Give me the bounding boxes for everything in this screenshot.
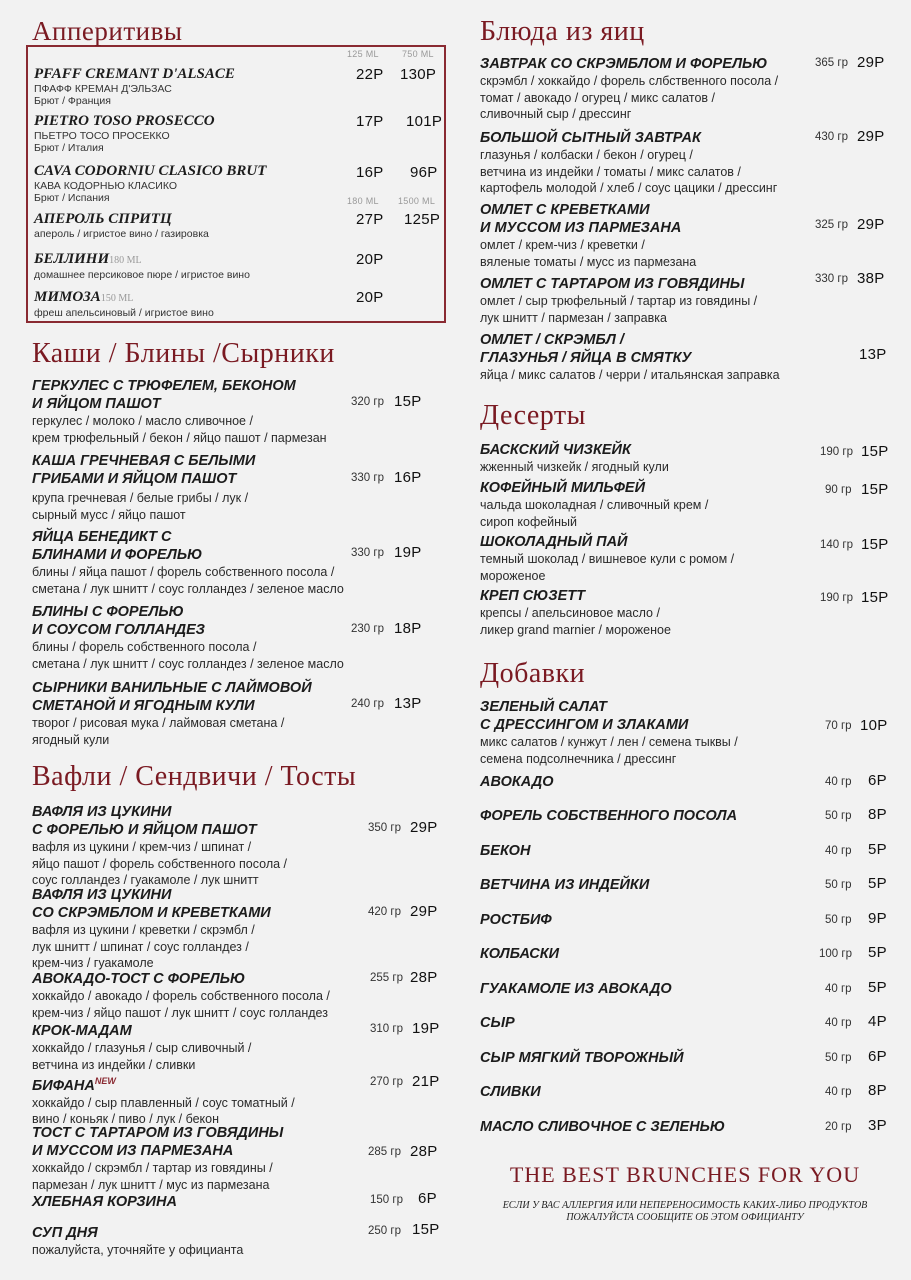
section-title-desserts: Десерты [480, 400, 586, 431]
item-description: хоккайдо / сыр плавленный / соус томатный / [32, 1095, 295, 1110]
item-subtitle: Брют / Испания [34, 192, 110, 204]
item-subtitle: фреш апельсиновый / игристое вино [34, 307, 214, 319]
menu-item [480, 201, 890, 270]
volume-header: 1500 ML [398, 196, 436, 206]
item-name: ВЕТЧИНА ИЗ ИНДЕЙКИ [480, 877, 650, 893]
item-name: СО СКРЭМБЛОМ И КРЕВЕТКАМИ [32, 905, 271, 921]
item-name: И МУССОМ ИЗ ПАРМЕЗАНА [480, 220, 682, 236]
menu-item [32, 1124, 452, 1193]
item-name: И СОУСОМ ГОЛЛАНДЕЗ [32, 622, 205, 638]
item-description: крем-чиз / яйцо пашот / лук шнитт / соус голландез [32, 1005, 328, 1020]
item-name: ХЛЕБНАЯ КОРЗИНА [32, 1194, 177, 1210]
item-name: ОМЛЕТ / СКРЭМБЛ / [480, 332, 624, 348]
item-weight: 70 гр [825, 720, 852, 732]
item-weight: 150 гр [370, 1194, 403, 1206]
item-weight: 50 гр [825, 810, 852, 822]
item-description: омлет / крем-чиз / креветки / [480, 238, 645, 252]
item-description: ликер grand marnier / мороженое [480, 622, 671, 637]
item-description: вино / коньяк / пиво / лук / бекон [32, 1112, 220, 1127]
item-name: ГЛАЗУНЬЯ / ЯЙЦА В СМЯТКУ [480, 350, 692, 366]
item-price: 29Р [410, 903, 438, 920]
item-name: КОФЕЙНЫЙ МИЛЬФЕЙ [480, 480, 646, 496]
item-name: С ДРЕССИНГОМ И ЗЛАКАМИ [480, 717, 689, 733]
item-weight: 50 гр [825, 914, 852, 926]
menu-item [32, 377, 452, 446]
item-name: РОСТБИФ [480, 912, 552, 928]
item-weight: 310 гр [370, 1023, 403, 1035]
item-price: 6Р [868, 772, 887, 789]
item-weight: 230 гр [351, 623, 384, 635]
menu-item [480, 331, 890, 384]
item-weight: 50 гр [825, 879, 852, 891]
item-name: КАША ГРЕЧНЕВАЯ С БЕЛЫМИ [32, 453, 256, 469]
item-name: БОЛЬШОЙ СЫТНЫЙ ЗАВТРАК [480, 130, 701, 146]
section-title-extras: Добавки [480, 658, 586, 689]
item-name: АВОКАДО [480, 774, 554, 790]
item-description: пожалуйста, уточняйте у официанта [32, 1243, 244, 1257]
item-description: сметана / лук шнитт / соус голландез / зеленое масло [32, 581, 344, 596]
item-name: ШОКОЛАДНЫЙ ПАЙ [480, 534, 628, 550]
item-price: 29Р [410, 819, 438, 836]
item-name: С ФОРЕЛЬЮ И ЯЙЦОМ ПАШОТ [32, 822, 257, 838]
item-price: 15Р [861, 443, 889, 460]
item-price: 8Р [868, 806, 887, 823]
item-weight: 420 гр [368, 906, 401, 918]
item-price: 10Р [860, 717, 888, 734]
item-price: 5Р [868, 875, 887, 892]
item-price: 15Р [861, 589, 889, 606]
item-description: темный шоколад / вишневое кули с ромом / [480, 552, 735, 566]
item-name: ВАФЛЯ ИЗ ЦУКИНИ [32, 887, 172, 903]
item-description: сироп кофейный [480, 514, 578, 529]
item-weight: 90 гр [825, 484, 852, 496]
item-description: крем-чиз / гуакамоле [32, 956, 154, 970]
item-name: БЛИНЫ С ФОРЕЛЬЮ [32, 604, 184, 620]
menu-item [480, 698, 890, 767]
item-price: 3Р [868, 1117, 887, 1134]
item-description: пармезан / лук шнитт / мус из пармезана [32, 1177, 270, 1192]
item-subtitle: ПФАФФ КРЕМАН Д'ЭЛЬЗАС [34, 83, 172, 95]
item-price: 5Р [868, 979, 887, 996]
item-name: БЕКОН [480, 843, 531, 859]
item-price: 20Р [356, 251, 384, 268]
item-description: яйца / микс салатов / черри / итальянская заправка [480, 368, 780, 382]
item-subtitle: ПЬЕТРО ТОСО ПРОСЕККО [34, 130, 170, 142]
item-name: ОМЛЕТ С ТАРТАРОМ ИЗ ГОВЯДИНЫ [480, 276, 745, 292]
item-description: мороженое [480, 568, 546, 583]
item-name: ЗАВТРАК СО СКРЭМБЛОМ И ФОРЕЛЬЮ [480, 56, 768, 72]
item-weight: 40 гр [825, 776, 852, 788]
item-name: И ЯЙЦОМ ПАШОТ [32, 396, 161, 412]
item-name: МИМОЗА [34, 289, 101, 305]
item-description: хоккайдо / глазунья / сыр сливочный / [32, 1041, 252, 1055]
item-name: КОЛБАСКИ [480, 946, 560, 962]
item-weight: 330 гр [351, 547, 384, 559]
item-description: вяленые томаты / мусс из пармезана [480, 254, 697, 269]
item-weight: 40 гр [825, 1086, 852, 1098]
new-badge: NEW [94, 1076, 116, 1086]
item-description: творог / рисовая мука / лаймовая сметана / [32, 716, 285, 730]
menu-item [32, 679, 452, 748]
item-weight: 250 гр [368, 1225, 401, 1237]
item-name: CAVA CODORNIU CLASICO BRUT [34, 163, 267, 179]
item-name: ОМЛЕТ С КРЕВЕТКАМИ [480, 202, 650, 218]
item-name: СЫР МЯГКИЙ ТВОРОЖНЫЙ [480, 1050, 684, 1066]
item-price: 28Р [410, 1143, 438, 1160]
item-price: 27Р [356, 211, 384, 228]
allergy-note [480, 1200, 890, 1224]
item-weight: 255 гр [370, 972, 403, 984]
item-description: картофель молодой / хлеб / соус цацики / дрессинг [480, 181, 778, 195]
item-price: 13Р [394, 695, 422, 712]
item-name: ГРИБАМИ И ЯЙЦОМ ПАШОТ [32, 471, 237, 487]
item-description: крепсы / апельсиновое масло / [480, 606, 660, 620]
volume-header: 750 ML [402, 49, 434, 59]
item-name: БАСКСКИЙ ЧИЗКЕЙК [480, 442, 631, 458]
item-description: глазунья / колбаски / бекон / огурец / [480, 148, 693, 162]
item-weight: 325 гр [815, 219, 848, 231]
item-price: 101Р [406, 113, 443, 130]
menu-item [32, 452, 452, 523]
item-description: хоккайдо / авокадо / форель собственного посола / [32, 989, 330, 1003]
item-name: СЫР [480, 1015, 515, 1031]
item-price: 8Р [868, 1082, 887, 1099]
item-price: 29Р [857, 54, 885, 71]
item-description: лук шнитт / шпинат / соус голландез / [32, 939, 249, 954]
item-description: хоккайдо / скрэмбл / тартар из говядины / [32, 1161, 273, 1175]
item-weight: 330 гр [351, 472, 384, 484]
item-weight: 285 гр [368, 1146, 401, 1158]
item-name: БЛИНАМИ И ФОРЕЛЬЮ [32, 547, 203, 563]
item-subtitle: апероль / игристое вино / газировка [34, 228, 209, 240]
section-title-porridge: Каши / Блины /Сырники [32, 338, 335, 369]
item-name: СЫРНИКИ ВАНИЛЬНЫЕ С ЛАЙМОВОЙ [32, 680, 312, 696]
item-description: сливочный сыр / дрессинг [480, 107, 632, 121]
item-subtitle: Брют / Италия [34, 142, 104, 154]
item-description: ветчина из индейки / сливки [32, 1057, 196, 1072]
item-weight: 40 гр [825, 845, 852, 857]
item-price: 16Р [356, 164, 384, 181]
section-title-eggs: Блюда из яиц [480, 16, 645, 47]
item-description: блины / форель собственного посола / [32, 640, 257, 654]
item-description: сметана / лук шнитт / соус голландез / зеленое масло [32, 656, 344, 671]
item-weight: 365 гр [815, 57, 848, 69]
item-weight: 190 гр [820, 446, 853, 458]
item-price: 96Р [410, 164, 438, 181]
item-weight: 100 гр [819, 948, 852, 960]
item-price: 4Р [868, 1013, 887, 1030]
item-weight: 190 гр [820, 592, 853, 604]
item-name: ЗЕЛЕНЫЙ САЛАТ [480, 699, 607, 715]
item-description: микс салатов / кунжут / лен / семена тыквы / [480, 735, 738, 749]
item-volume: 180 ML [109, 255, 142, 266]
item-description: вафля из цукини / креветки / скрэмбл / [32, 923, 255, 937]
item-price: 125Р [404, 211, 441, 228]
item-price: 38Р [857, 270, 885, 287]
item-name: PFAFF CREMANT D'ALSACE [34, 66, 235, 82]
item-price: 20Р [356, 289, 384, 306]
item-name: PIETRO TOSO PROSECCO [34, 113, 215, 129]
item-price: 5Р [868, 841, 887, 858]
item-price: 15Р [412, 1221, 440, 1238]
item-weight: 20 гр [825, 1121, 852, 1133]
item-name: ГЕРКУЛЕС С ТРЮФЕЛЕМ, БЕКОНОМ [32, 378, 296, 394]
item-name: МАСЛО СЛИВОЧНОЕ С ЗЕЛЕНЬЮ [480, 1119, 726, 1135]
item-price: 13Р [859, 346, 887, 363]
item-description: жженный чизкейк / ягодный кули [480, 460, 669, 474]
item-price: 15Р [861, 536, 889, 553]
item-price: 29Р [857, 216, 885, 233]
item-description: скрэмбл / хоккайдо / форель слбственного посола / [480, 74, 779, 88]
item-name: АПЕРОЛЬ СПРИТЦ [34, 211, 172, 227]
item-price: 18Р [394, 620, 422, 637]
item-name: БИФАНА [32, 1077, 95, 1094]
item-description: блины / яйца пашот / форель собственного посола / [32, 565, 335, 579]
item-name: ФОРЕЛЬ СОБСТВЕННОГО ПОСОЛА [480, 808, 738, 824]
item-description: семена подсолнечника / дрессинг [480, 751, 677, 766]
item-description: вафля из цукини / крем-чиз / шпинат / [32, 840, 252, 854]
volume-header: 125 ML [347, 49, 379, 59]
item-name: ТОСТ С ТАРТАРОМ ИЗ ГОВЯДИНЫ [32, 1125, 284, 1141]
item-name: ВАФЛЯ ИЗ ЦУКИНИ [32, 804, 172, 820]
item-name: БЕЛЛИНИ [34, 251, 110, 267]
item-price: 6Р [418, 1190, 437, 1207]
item-price: 21Р [412, 1073, 440, 1090]
item-name: ЯЙЦА БЕНЕДИКТ С [32, 529, 172, 545]
item-name: КРЕП СЮЗЕТТ [480, 588, 585, 604]
item-weight: 320 гр [351, 396, 384, 408]
item-price: 19Р [412, 1020, 440, 1037]
item-price: 15Р [861, 481, 889, 498]
item-description: крем трюфельный / бекон / яйцо пашот / пармезан [32, 430, 327, 445]
volume-header: 180 ML [347, 196, 379, 206]
item-weight: 350 гр [368, 822, 401, 834]
item-name: СУП ДНЯ [32, 1225, 98, 1241]
item-weight: 40 гр [825, 1017, 852, 1029]
menu-item [32, 603, 452, 672]
item-subtitle: домашнее персиковое пюре / игристое вино [34, 269, 250, 281]
item-price: 5Р [868, 944, 887, 961]
item-description: крупа гречневая / белые грибы / лук / [32, 491, 249, 505]
item-price: 130Р [400, 66, 437, 83]
item-weight: 50 гр [825, 1052, 852, 1064]
item-price: 16Р [394, 469, 422, 486]
item-price: 6Р [868, 1048, 887, 1065]
item-name: ГУАКАМОЛЕ ИЗ АВОКАДО [480, 981, 672, 997]
item-weight: 240 гр [351, 698, 384, 710]
item-weight: 430 гр [815, 131, 848, 143]
item-price: 15Р [394, 393, 422, 410]
item-price: 17Р [356, 113, 384, 130]
item-subtitle: Брют / Франция [34, 95, 111, 107]
item-description: чальда шоколадная / сливочный крем / [480, 498, 709, 512]
item-subtitle: КАВА КОДОРНЬЮ КЛАСИКО [34, 180, 177, 192]
item-weight: 40 гр [825, 983, 852, 995]
item-description: томат / авокадо / огурец / микс салатов / [480, 90, 716, 105]
item-name: КРОК-МАДАМ [32, 1023, 132, 1039]
item-description: яйцо пашот / форель собственного посола / [32, 856, 288, 871]
item-description: омлет / сыр трюфельный / тартар из говядины / [480, 294, 758, 308]
item-name: И МУССОМ ИЗ ПАРМЕЗАНА [32, 1143, 234, 1159]
menu-item [32, 803, 452, 889]
item-price: 9Р [868, 910, 887, 927]
item-weight: 330 гр [815, 273, 848, 285]
item-description: лук шнитт / пармезан / заправка [480, 310, 667, 325]
item-name: СЛИВКИ [480, 1084, 541, 1100]
item-name: АВОКАДО-ТОСТ С ФОРЕЛЬЮ [32, 971, 246, 987]
item-price: 29Р [857, 128, 885, 145]
menu-item [32, 886, 452, 972]
item-price: 28Р [410, 969, 438, 986]
item-weight: 270 гр [370, 1076, 403, 1088]
item-price: 22Р [356, 66, 384, 83]
allergy-note-line: ЕСЛИ У ВАС АЛЛЕРГИЯ ИЛИ НЕПЕРЕНОСИМОСТЬ КАКИХ-ЛИБО ПРОДУКТОВ [502, 1200, 868, 1211]
item-description: геркулес / молоко / масло сливочное / [32, 414, 253, 428]
menu-item [32, 528, 452, 597]
item-description: сырный мусс / яйцо пашот [32, 507, 186, 522]
item-description: соус голландез / гуакамоле / лук шнитт [32, 873, 259, 887]
allergy-note-line: ПОЖАЛУЙСТА СООБЩИТЕ ОБ ЭТОМ ОФИЦИАНТУ [566, 1212, 804, 1223]
section-title-waffles: Вафли / Сендвичи / Тосты [32, 761, 357, 792]
item-volume: 150 ML [100, 293, 134, 304]
item-description: ветчина из индейки / томаты / микс салатов / [480, 164, 741, 179]
footer-slogan: THE BEST BRUNCHES FOR YOU [509, 1162, 861, 1187]
item-name: СМЕТАНОЙ И ЯГОДНЫМ КУЛИ [32, 698, 255, 714]
item-price: 19Р [394, 544, 422, 561]
item-weight: 140 гр [820, 539, 853, 551]
item-description: ягодный кули [32, 732, 110, 747]
section-title-aperitifs: Апперитивы [32, 16, 183, 46]
